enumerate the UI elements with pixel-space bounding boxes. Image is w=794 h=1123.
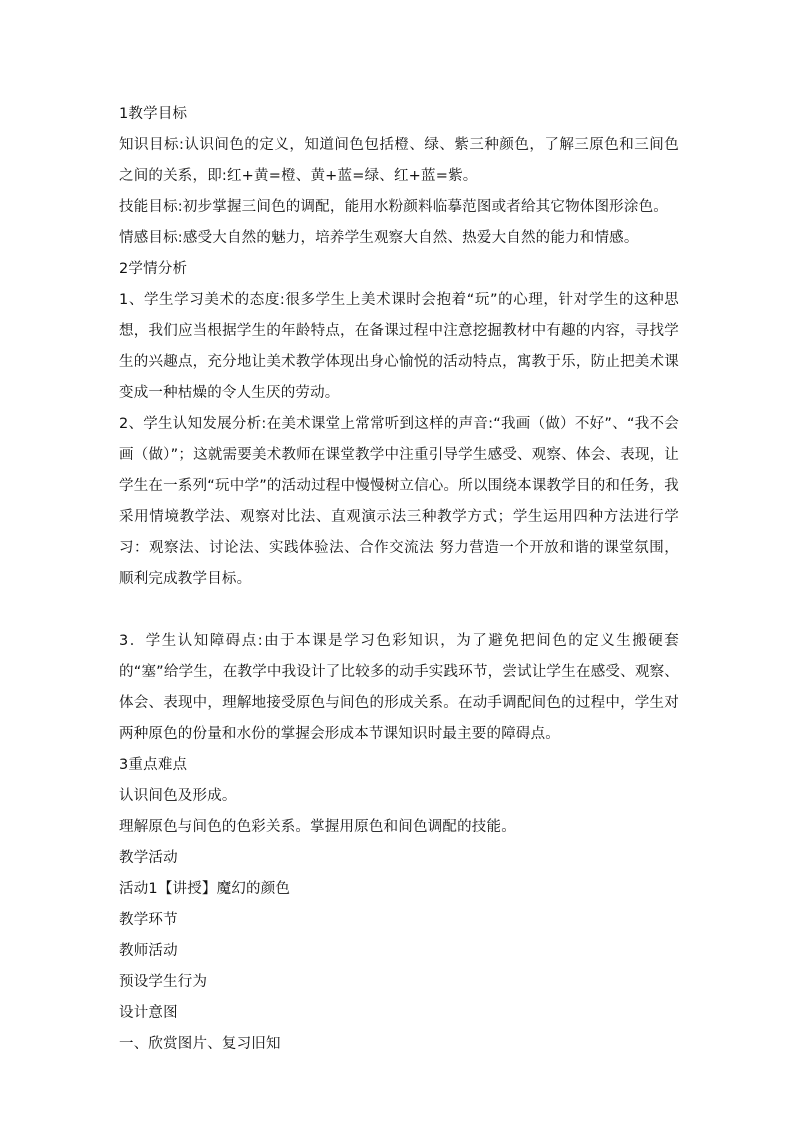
teaching-activity-label: 教学活动 — [119, 850, 178, 866]
key-point-2: 理解原色与间色的色彩关系。掌握用原色和间色调配的技能。 — [119, 819, 516, 835]
section-heading-student-analysis: 2学情分析 — [119, 261, 188, 277]
part-1-heading: 一、欣赏图片、复习旧知 — [119, 1036, 281, 1052]
activity-1-title: 活动1【讲授】魔幻的颜色 — [119, 881, 291, 897]
teacher-activity-label: 教师活动 — [119, 943, 178, 959]
design-intent-label: 设计意图 — [119, 1005, 178, 1021]
section-heading-teaching-goals: 1教学目标 — [119, 106, 188, 122]
paragraph-spacer — [119, 595, 679, 626]
analysis-paragraph-3: 3．学生认知障碍点:由于本课是学习色彩知识，为了避免把间色的定义生搬硬套的“塞”给学生，在教学中我设计了比较多的动手实践环节，尝试让学生在感受、观察、体会、表现中，理解地接受原色与间色的形成关系。在动手调配间色的过程中，学生对两种原色的份量和水份的掌握会形成本节课知识时最主要的障碍点。 — [119, 633, 679, 742]
teaching-step-label: 教学环节 — [119, 912, 178, 928]
student-behavior-label: 预设学生行为 — [119, 974, 208, 990]
skill-goal-paragraph: 技能目标:初步掌握三间色的调配，能用水粉颜料临摹范图或者给其它物体图形涂色。 — [119, 199, 668, 215]
analysis-paragraph-1: 1、学生学习美术的态度:很多学生上美术课时会抱着“玩”的心理，针对学生的这种思想，我们应当根据学生的年龄特点，在备课过程中注意挖掘教材中有趣的内容，寻找学生的兴趣点，充分地让美术教学体现出身心愉悦的活动特点，寓教于乐，防止把美术课变成一种枯燥的令人生厌的劳动。 — [119, 292, 679, 401]
document-body — [119, 99, 679, 1060]
analysis-paragraph-2: 2、学生认知发展分析:在美术课堂上常常听到这样的声音:“我画（做）不好”、“我不会画（做）”；这就需要美术教师在课堂教学中注重引导学生感受、观察、体会、表现，让学生在一系列“玩中学”的活动过程中慢慢树立信心。所以围绕本课教学目的和任务，我采用情境教学法、观察对比法、直观演示法三种教学方式；学生运用四种方法进行学习：观察法、讨论法、实践体验法、合作交流法 努力营造一个开放和谐的课堂氛围，顺利完成教学目标。 — [119, 416, 679, 587]
section-heading-key-points: 3重点难点 — [119, 757, 188, 773]
knowledge-goal-paragraph: 知识目标:认识间色的定义，知道间色包括橙、绿、紫三种颜色，了解三原色和三间色之间的关系，即:红+黄=橙、黄+蓝=绿、红+蓝=紫。 — [119, 137, 679, 184]
emotion-goal-paragraph: 情感目标:感受大自然的魅力，培养学生观察大自然、热爱大自然的能力和情感。 — [119, 230, 639, 246]
key-point-1: 认识间色及形成。 — [119, 788, 237, 804]
